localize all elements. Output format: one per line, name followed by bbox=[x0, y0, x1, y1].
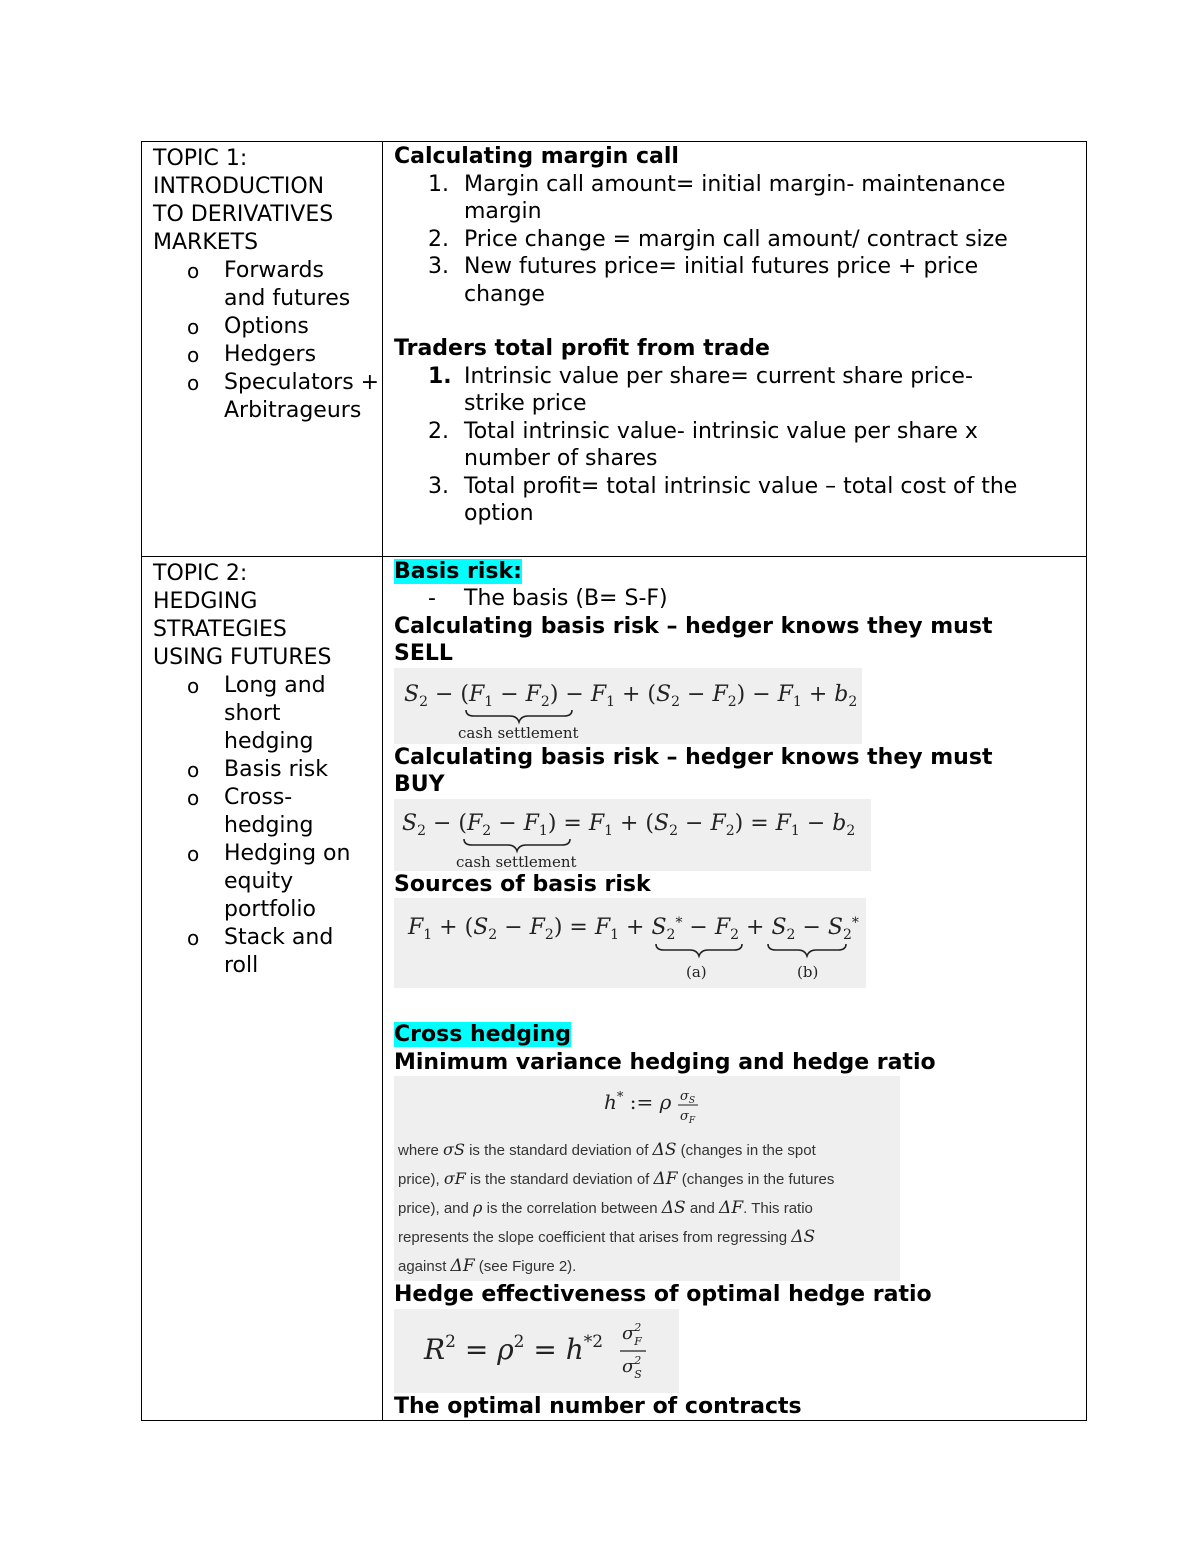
step-item bbox=[394, 171, 1078, 226]
topic2-outline bbox=[142, 557, 382, 980]
underbrace-icon bbox=[464, 839, 570, 851]
buy-formula-image bbox=[394, 799, 871, 871]
step-number: 3. bbox=[428, 473, 449, 499]
brace-label-b: (b) bbox=[797, 963, 819, 981]
step-number: 1. bbox=[428, 171, 449, 197]
step-line: Total profit= total intrinsic value – total cost of the bbox=[464, 473, 1018, 499]
basis-definition-text: The basis (B= S-F) bbox=[464, 586, 668, 611]
subtopic-line: Cross- bbox=[224, 784, 293, 810]
step-line: Price change = margin call amount/ contract size bbox=[464, 226, 1008, 252]
subtopic-line: Options bbox=[224, 314, 309, 339]
basis-definition bbox=[394, 585, 1078, 613]
sources-formula-image bbox=[394, 898, 866, 988]
heading-line: Calculating basis risk – hedger knows they must bbox=[394, 744, 993, 770]
subtopic-line: Speculators + bbox=[224, 370, 380, 395]
step-number: 2. bbox=[428, 418, 449, 444]
subtopic-line: Hedgers bbox=[224, 342, 317, 367]
min-variance-heading: Minimum variance hedging and hedge ratio bbox=[394, 1049, 936, 1075]
subtopic-item bbox=[153, 313, 372, 341]
topic1-title-line: MARKETS bbox=[153, 230, 259, 255]
underbrace-icon bbox=[656, 944, 742, 956]
circle-bullet-icon: o bbox=[187, 259, 200, 283]
circle-bullet-icon: o bbox=[187, 315, 200, 339]
profit-heading: Traders total profit from trade bbox=[394, 336, 770, 361]
sell-heading bbox=[394, 613, 1078, 668]
topic2-subtopics bbox=[153, 672, 372, 980]
step-line: Intrinsic value per share= current share price- bbox=[464, 363, 973, 389]
subtopic-line: Arbitrageurs bbox=[224, 398, 362, 423]
hedge-ratio-formula: h* := ρ bbox=[604, 1090, 672, 1114]
subtopic-line: Long and bbox=[224, 672, 326, 698]
step-line: strike price bbox=[464, 391, 587, 416]
topic2-title-line: USING FUTURES bbox=[153, 644, 332, 670]
subtopic-item bbox=[153, 672, 372, 756]
subtopic-item bbox=[153, 840, 372, 924]
step-item bbox=[394, 473, 1078, 528]
topic2-title-line: TOPIC 2: bbox=[153, 560, 248, 586]
formula-expression: $S_2 - (F_2 - F_1) = F_1 + (S_2 - F_2) = F_1 - b_2$ bbox=[402, 810, 856, 839]
topic1-title-line: TOPIC 1: bbox=[153, 146, 248, 171]
topic2-title-line: STRATEGIES bbox=[153, 616, 287, 642]
fraction-denominator: $\sigma_F$ bbox=[680, 1109, 696, 1126]
heading-line: BUY bbox=[394, 772, 445, 797]
margin-call-steps bbox=[394, 171, 1078, 309]
spacer bbox=[394, 308, 1078, 335]
cross-hedging-heading bbox=[394, 1021, 1078, 1049]
topic1-outline bbox=[142, 142, 382, 425]
topic2-row bbox=[142, 556, 1087, 1421]
subtopic-item bbox=[153, 756, 372, 784]
circle-bullet-icon: o bbox=[187, 371, 200, 395]
sell-formula-svg bbox=[394, 668, 862, 744]
subtopic-line: Hedging on bbox=[224, 840, 351, 866]
notes-table bbox=[141, 141, 1087, 1421]
buy-heading bbox=[394, 744, 1078, 799]
topic2-title-line: HEDGING bbox=[153, 588, 258, 614]
effectiveness-heading: Hedge effectiveness of optimal hedge ratio bbox=[394, 1282, 932, 1307]
topic2-right-cell bbox=[383, 556, 1087, 1421]
subtopic-line: Basis risk bbox=[224, 756, 328, 782]
formula-expression: $S_2 - (F_1 - F_2) - F_1 + (S_2 - F_2) - F_1 + b_2$ bbox=[404, 681, 858, 710]
circle-bullet-icon: o bbox=[187, 673, 200, 698]
effectiveness-formula: $R^2 = \rho^2 = h^{*2}$ bbox=[424, 1331, 604, 1366]
topic2-notes bbox=[383, 557, 1086, 1421]
circle-bullet-icon: o bbox=[187, 841, 200, 866]
subtopic-line: hedging bbox=[224, 728, 314, 754]
highlighted-heading: Cross hedging bbox=[394, 1022, 571, 1047]
subtopic-line: Stack and bbox=[224, 924, 334, 950]
effectiveness-formula-image bbox=[394, 1309, 679, 1393]
subtopic-line: hedging bbox=[224, 812, 314, 838]
circle-bullet-icon: o bbox=[187, 785, 200, 810]
step-item bbox=[394, 363, 1078, 418]
sources-heading: Sources of basis risk bbox=[394, 871, 651, 897]
subtopic-line: roll bbox=[224, 952, 259, 978]
subtopic-item bbox=[153, 784, 372, 840]
circle-bullet-icon: o bbox=[187, 757, 200, 782]
subtopic-line: short bbox=[224, 700, 281, 726]
note-line: price), σF is the standard deviation of ΔF (changes in the futures bbox=[398, 1169, 835, 1189]
topic1-notes bbox=[383, 142, 1086, 556]
topic1-right-cell bbox=[383, 142, 1087, 557]
subtopic-item bbox=[153, 924, 372, 980]
dash-bullet: - bbox=[428, 586, 436, 611]
step-line: Total intrinsic value- intrinsic value per share x bbox=[464, 418, 978, 444]
brace-label: cash settlement bbox=[458, 723, 579, 742]
subtopic-item bbox=[153, 341, 372, 369]
sources-formula-svg bbox=[394, 898, 866, 988]
hedge-ratio-image bbox=[394, 1076, 900, 1281]
margin-call-heading: Calculating margin call bbox=[394, 144, 679, 169]
step-number: 3. bbox=[428, 254, 449, 279]
underbrace-icon bbox=[466, 710, 572, 722]
step-item bbox=[394, 418, 1078, 473]
topic1-subtopics bbox=[153, 257, 380, 425]
fraction-denominator: $\sigma^2$ S bbox=[622, 1353, 642, 1381]
effectiveness-formula-svg bbox=[394, 1309, 679, 1393]
circle-bullet-icon: o bbox=[187, 925, 200, 950]
spacer bbox=[394, 988, 1078, 1021]
topic1-left-cell bbox=[142, 142, 383, 557]
topic2-left-cell bbox=[142, 556, 383, 1421]
step-line: Margin call amount= initial margin- maintenance bbox=[464, 171, 1006, 197]
note-line: against ΔF (see Figure 2). bbox=[398, 1256, 577, 1276]
step-line: New futures price= initial futures price + price bbox=[464, 254, 979, 279]
fraction-numerator: $\sigma^2$ F bbox=[622, 1320, 642, 1348]
profit-steps bbox=[394, 363, 1078, 528]
subtopic-line: and futures bbox=[224, 286, 351, 311]
topic1-title-line: INTRODUCTION bbox=[153, 174, 325, 199]
brace-label-a: (a) bbox=[686, 963, 707, 981]
brace-label: cash settlement bbox=[456, 852, 577, 871]
step-line: margin bbox=[464, 199, 542, 224]
highlighted-heading: Basis risk: bbox=[394, 558, 522, 584]
fraction-numerator: $\sigma_S$ bbox=[680, 1089, 696, 1106]
step-line: option bbox=[464, 501, 534, 526]
subtopic-line: equity bbox=[224, 868, 294, 894]
step-item bbox=[394, 226, 1078, 254]
subtopic-line: portfolio bbox=[224, 896, 316, 922]
heading-line: Calculating basis risk – hedger knows they must bbox=[394, 613, 993, 639]
optimal-contracts-heading: The optimal number of contracts bbox=[394, 1393, 802, 1419]
topic1-row bbox=[142, 142, 1087, 557]
note-line: price), and ρ is the correlation between ΔS and ΔF. This ratio bbox=[398, 1198, 813, 1218]
note-line: where σS is the standard deviation of ΔS (changes in the spot bbox=[398, 1140, 816, 1160]
hedge-ratio-svg bbox=[394, 1076, 900, 1281]
subtopic-line: Forwards bbox=[224, 258, 324, 283]
basis-risk-heading bbox=[394, 558, 1078, 586]
step-number: 2. bbox=[428, 226, 449, 252]
note-line: represents the slope coefficient that arises from regressing ΔS bbox=[398, 1227, 816, 1247]
topic1-title-line: TO DERIVATIVES bbox=[153, 202, 334, 227]
subtopic-item bbox=[153, 369, 380, 425]
buy-formula-svg bbox=[394, 799, 871, 871]
sell-formula-image bbox=[394, 668, 862, 744]
circle-bullet-icon: o bbox=[187, 343, 200, 367]
step-item bbox=[394, 253, 1078, 308]
formula-expression: $F_1 + (S_2 - F_2) = F_1 + S_2^* - F_2 + S_2 - S_2^*$ bbox=[408, 915, 859, 943]
step-line: change bbox=[464, 281, 545, 307]
step-line: number of shares bbox=[464, 446, 658, 471]
underbrace-icon bbox=[768, 944, 846, 956]
step-number: 1. bbox=[428, 363, 452, 389]
heading-line: SELL bbox=[394, 641, 453, 666]
subtopic-item bbox=[153, 257, 372, 313]
